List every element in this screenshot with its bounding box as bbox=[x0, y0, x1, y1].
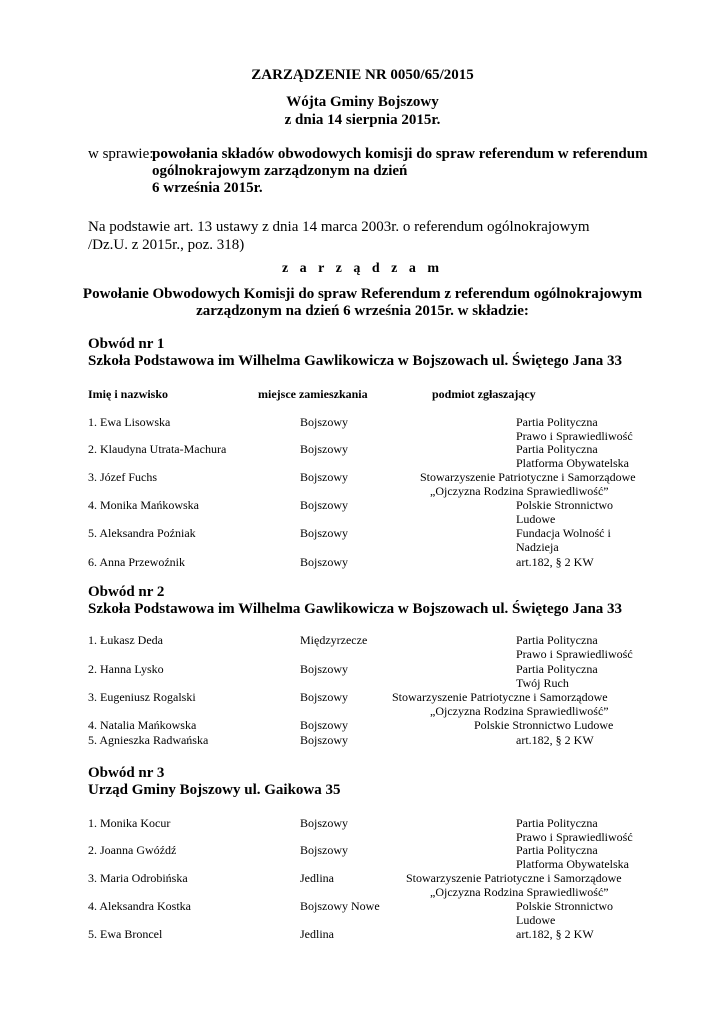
member-submitter: Fundacja Wolność i Nadzieja bbox=[516, 526, 611, 554]
member-name: 5. Agnieszka Radwańska bbox=[88, 733, 209, 747]
circuit-location: Urząd Gminy Bojszowy ul. Gaikowa 35 bbox=[88, 782, 341, 798]
decree-word: z a r z ą d z a m bbox=[281, 261, 444, 276]
appointment-line-2: zarządzonym na dzień 6 września 2015r. w składzie: bbox=[196, 303, 529, 319]
table-row bbox=[0, 733, 725, 763]
member-residence: Bojszowy bbox=[300, 526, 348, 540]
member-name: 1. Ewa Lisowska bbox=[88, 415, 171, 429]
member-name: 3. Eugeniusz Rogalski bbox=[88, 690, 196, 704]
document-date: z dnia 14 sierpnia 2015r. bbox=[284, 112, 441, 128]
legal-basis-line-1: Na podstawie art. 13 ustawy z dnia 14 marca 2003r. o referendum ogólnokrajowym bbox=[88, 219, 590, 235]
appointment-line-1: Powołanie Obwodowych Komisji do spraw Referendum z referendum ogólnokrajowym bbox=[82, 286, 643, 302]
member-submitter: Partia Polityczna Twój Ruch bbox=[516, 662, 598, 690]
column-header-name: Imię i nazwisko bbox=[88, 387, 169, 401]
document-title: ZARZĄDZENIE NR 0050/65/2015 bbox=[251, 67, 474, 83]
subject-line-1: powołania składów obwodowych komisji do spraw referendum w referendum bbox=[152, 146, 648, 162]
table-row bbox=[0, 470, 725, 500]
member-name: 5. Aleksandra Poźniak bbox=[88, 526, 196, 540]
table-row bbox=[0, 899, 725, 929]
member-submitter: Stowarzyszenie Patriotyczne i Samorządowe „Ojczyzna Rodzina Sprawiedliwość” bbox=[406, 871, 622, 899]
table-row bbox=[0, 555, 725, 585]
member-residence: Jedlina bbox=[300, 871, 334, 885]
table-row bbox=[0, 816, 725, 846]
circuit-location: Szkoła Podstawowa im Wilhelma Gawlikowicza w Bojszowach ul. Świętego Jana 33 bbox=[88, 601, 623, 617]
table-row bbox=[0, 843, 725, 873]
member-submitter: Partia Polityczna Platforma Obywatelska bbox=[516, 442, 629, 470]
member-residence: Bojszowy bbox=[300, 718, 348, 732]
member-name: 2. Klaudyna Utrata-Machura bbox=[88, 442, 227, 456]
member-submitter: art.182, § 2 KW bbox=[516, 733, 594, 747]
circuit-title: Obwód nr 2 bbox=[88, 584, 165, 600]
member-submitter: Polskie Stronnictwo Ludowe bbox=[516, 498, 614, 526]
subject-line-3: 6 września 2015r. bbox=[152, 180, 263, 196]
member-submitter: Stowarzyszenie Patriotyczne i Samorządowe „Ojczyzna Rodzina Sprawiedliwość” bbox=[392, 690, 609, 718]
member-residence: Bojszowy bbox=[300, 415, 348, 429]
member-name: 2. Hanna Lysko bbox=[88, 662, 164, 676]
member-residence: Jedlina bbox=[300, 927, 334, 941]
table-row bbox=[0, 633, 725, 663]
member-submitter: Stowarzyszenie Patriotyczne i Samorządowe „Ojczyzna Rodzina Sprawiedliwość” bbox=[420, 470, 636, 498]
member-name: 4. Aleksandra Kostka bbox=[88, 899, 191, 913]
table-row bbox=[0, 690, 725, 720]
subject-prefix: w sprawie: bbox=[88, 146, 154, 162]
member-name: 5. Ewa Broncel bbox=[88, 927, 163, 941]
table-row bbox=[0, 927, 725, 957]
member-name: 1. Monika Kocur bbox=[88, 816, 171, 830]
circuit-title: Obwód nr 1 bbox=[88, 336, 165, 352]
member-residence: Bojszowy bbox=[300, 470, 348, 484]
member-residence: Bojszowy Nowe bbox=[300, 899, 380, 913]
table-row bbox=[0, 442, 725, 472]
legal-basis-line-2: /Dz.U. z 2015r., poz. 318) bbox=[88, 237, 245, 253]
member-residence: Bojszowy bbox=[300, 816, 348, 830]
member-name: 1. Łukasz Deda bbox=[88, 633, 163, 647]
member-submitter: Polskie Stronnictwo Ludowe bbox=[516, 899, 614, 927]
member-residence: Bojszowy bbox=[300, 733, 348, 747]
member-submitter: Partia Polityczna Prawo i Sprawiedliwość bbox=[516, 415, 633, 443]
member-submitter: Polskie Stronnictwo Ludowe bbox=[474, 718, 614, 732]
member-submitter: Partia Polityczna Platforma Obywatelska bbox=[516, 843, 629, 871]
member-residence: Międzyrzecze bbox=[300, 633, 368, 647]
member-submitter: Partia Polityczna Prawo i Sprawiedliwość bbox=[516, 816, 633, 844]
member-residence: Bojszowy bbox=[300, 555, 348, 569]
member-residence: Bojszowy bbox=[300, 662, 348, 676]
member-residence: Bojszowy bbox=[300, 690, 348, 704]
member-residence: Bojszowy bbox=[300, 498, 348, 512]
member-name: 4. Monika Mańkowska bbox=[88, 498, 199, 512]
member-submitter: Partia Polityczna Prawo i Sprawiedliwość bbox=[516, 633, 633, 661]
member-submitter: art.182, § 2 KW bbox=[516, 555, 594, 569]
member-name: 3. Maria Odrobińska bbox=[88, 871, 188, 885]
member-name: 6. Anna Przewoźnik bbox=[88, 555, 185, 569]
member-residence: Bojszowy bbox=[300, 442, 348, 456]
member-submitter: art.182, § 2 KW bbox=[516, 927, 594, 941]
subject-line-2: ogólnokrajowym zarządzonym na dzień bbox=[152, 163, 408, 179]
table-row bbox=[0, 415, 725, 445]
table-row bbox=[0, 662, 725, 692]
table-row bbox=[0, 526, 725, 556]
member-name: 4. Natalia Mańkowska bbox=[88, 718, 197, 732]
circuit-title: Obwód nr 3 bbox=[88, 765, 165, 781]
member-residence: Bojszowy bbox=[300, 843, 348, 857]
member-name: 2. Joanna Gwóźdź bbox=[88, 843, 177, 857]
issuer: Wójta Gminy Bojszowy bbox=[286, 94, 439, 110]
table-row bbox=[0, 498, 725, 528]
table-row bbox=[0, 871, 725, 901]
column-header-submitter: podmiot zgłaszający bbox=[432, 387, 536, 401]
column-header-residence: miejsce zamieszkania bbox=[258, 387, 368, 401]
member-name: 3. Józef Fuchs bbox=[88, 470, 157, 484]
circuit-location: Szkoła Podstawowa im Wilhelma Gawlikowicza w Bojszowach ul. Świętego Jana 33 bbox=[88, 353, 623, 369]
